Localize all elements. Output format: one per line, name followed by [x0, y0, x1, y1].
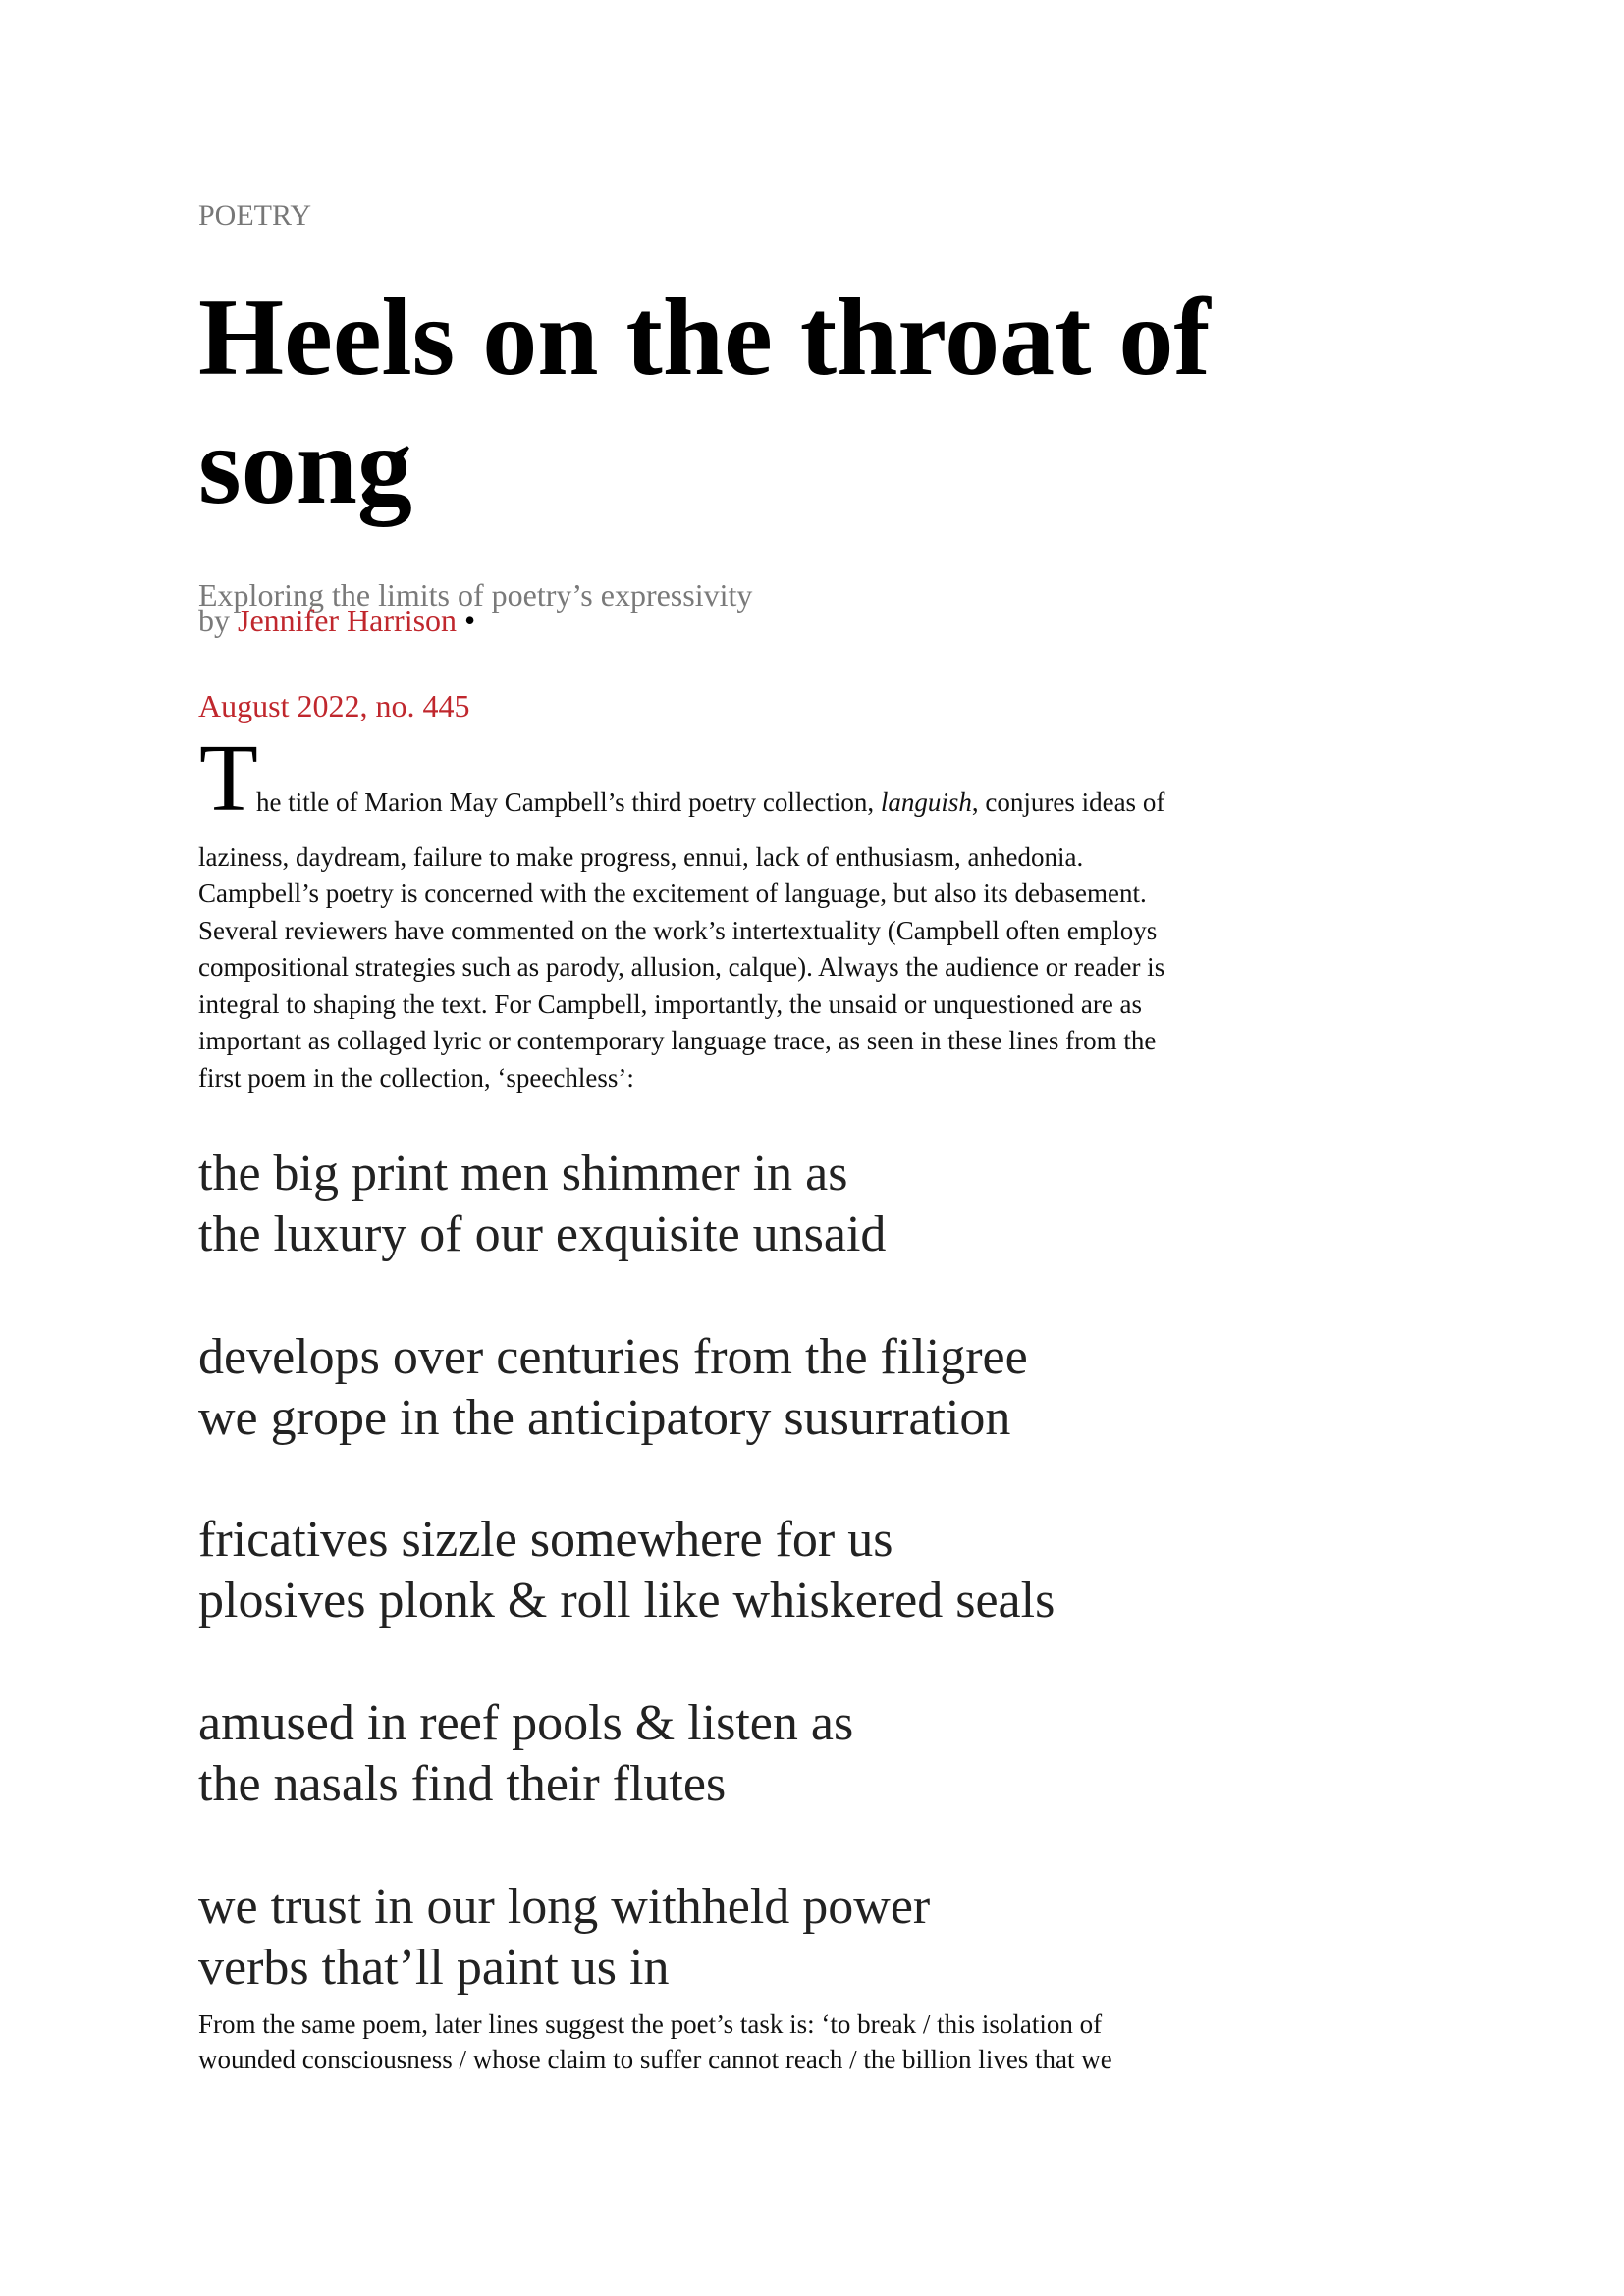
issue-date[interactable]: August 2022, no. 445: [198, 688, 470, 723]
intro-line: integral to shaping the text. For Campbell, importantly, the unsaid or unquestioned are as: [198, 989, 1143, 1019]
book-title: languish: [880, 787, 972, 817]
intro-line: Campbell’s poetry is concerned with the excitement of language, but also its debasement.: [198, 879, 1147, 908]
intro-first-line-text: he title of Marion May Campbell’s third poetry collection,: [256, 787, 881, 817]
intro-line: first poem in the collection, ‘speechless’:: [198, 1063, 634, 1093]
byline-prefix: by: [198, 603, 238, 638]
intro-line: Several reviewers have commented on the work’s intertextuality (Campbell often employs: [198, 916, 1158, 945]
poem-line: fricatives sizzle somewhere for us: [198, 1512, 893, 1568]
byline: [198, 602, 475, 639]
intro-first-line: [256, 784, 1164, 822]
byline-bullet: •: [457, 603, 476, 638]
drop-cap: T: [199, 725, 258, 831]
poem-line: plosives plonk & roll like whiskered seals: [198, 1573, 1056, 1629]
intro-line: laziness, daydream, failure to make progress, ennui, lack of enthusiasm, anhedonia.: [198, 842, 1084, 872]
poem-line: the luxury of our exquisite unsaid: [198, 1206, 887, 1262]
article-title: Heels on the throat of: [198, 277, 1211, 399]
intro-first-line-tail: , conjures ideas of: [971, 787, 1165, 817]
poem-line: develops over centuries from the filigree: [198, 1329, 1028, 1385]
poem-line: the nasals find their flutes: [198, 1756, 727, 1812]
intro-line: important as collaged lyric or contemporary language trace, as seen in these lines from the: [198, 1026, 1157, 1055]
section-label[interactable]: POETRY: [198, 199, 312, 232]
poem-line: the big print men shimmer in as: [198, 1146, 848, 1201]
poem-line: we grope in the anticipatory susurration: [198, 1390, 1011, 1446]
author-link[interactable]: Jennifer Harrison: [238, 603, 458, 638]
body-line: From the same poem, later lines suggest the poet’s task is: ‘to break / this isolation of: [198, 2009, 1103, 2039]
poem-line: verbs that’ll paint us in: [198, 1940, 670, 1996]
poem-line: we trust in our long withheld power: [198, 1879, 931, 1935]
article-subtitle: Exploring the limits of poetry’s expressivity: [198, 577, 753, 613]
article-title-line-2: song: [198, 405, 412, 527]
body-line: wounded consciousness / whose claim to suffer cannot reach / the billion lives that we: [198, 2045, 1112, 2074]
poem-line: amused in reef pools & listen as: [198, 1695, 854, 1751]
intro-line: compositional strategies such as parody, allusion, calque). Always the audience or reader is: [198, 952, 1165, 982]
